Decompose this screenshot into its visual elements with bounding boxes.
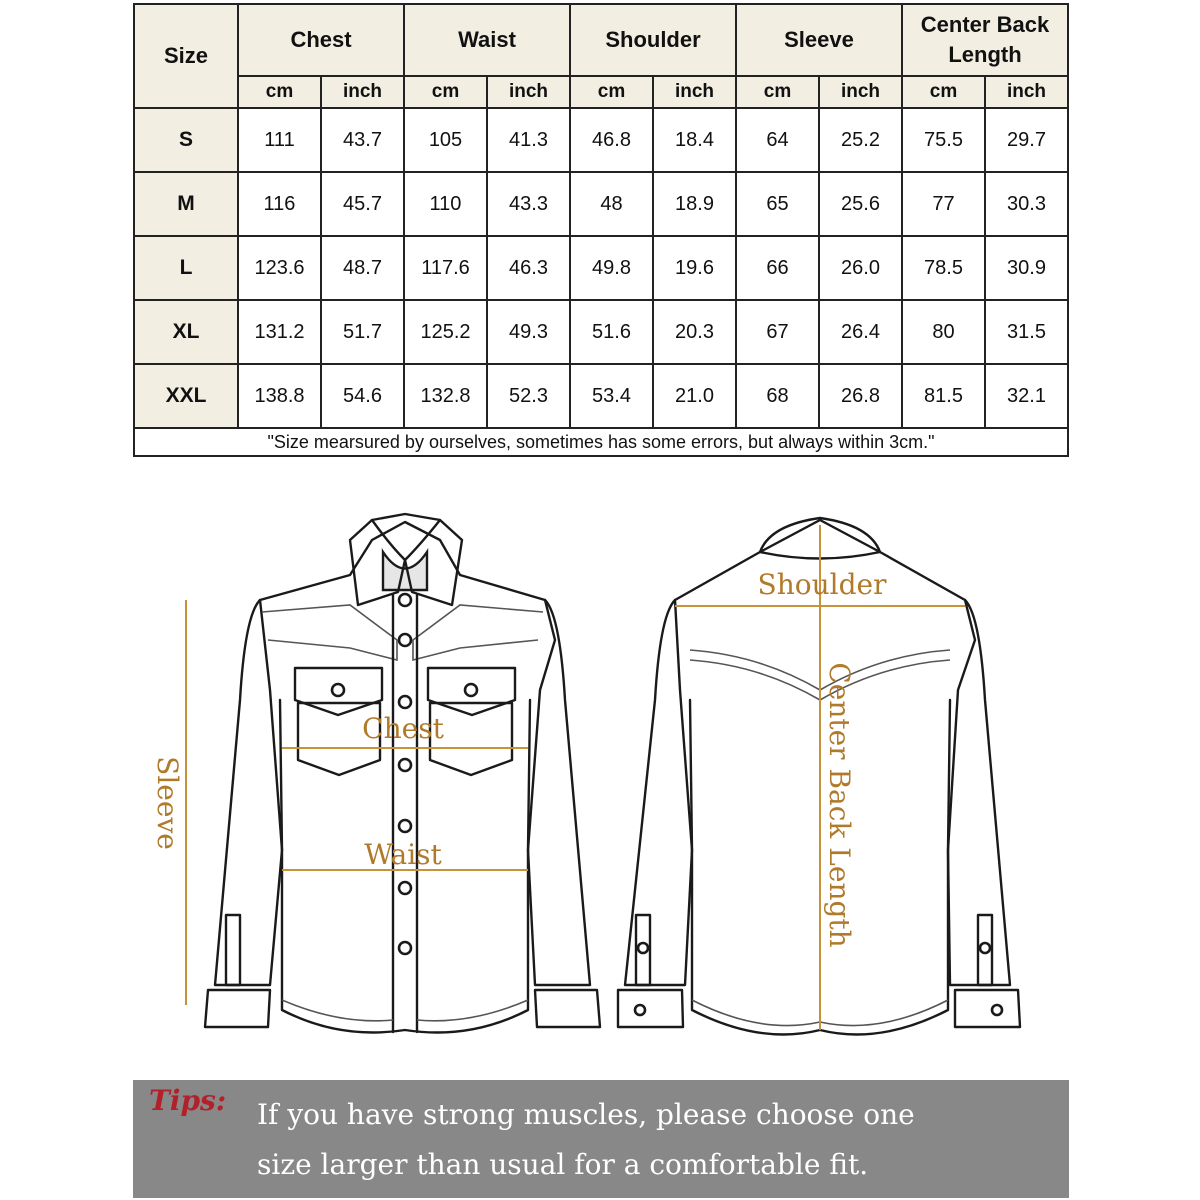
size-chart-table bbox=[133, 3, 1069, 457]
measurement-cell: 111 bbox=[238, 108, 321, 172]
measurement-cell: 51.6 bbox=[570, 300, 653, 364]
unit-header-inch: inch bbox=[487, 76, 570, 108]
measurement-cell: 68 bbox=[736, 364, 819, 428]
measurement-cell: 53.4 bbox=[570, 364, 653, 428]
measurement-cell: 138.8 bbox=[238, 364, 321, 428]
sleeve-label: Sleeve bbox=[151, 756, 184, 850]
unit-header-inch: inch bbox=[653, 76, 736, 108]
measurement-cell: 18.4 bbox=[653, 108, 736, 172]
size-row bbox=[134, 172, 1068, 236]
measurement-cell: 41.3 bbox=[487, 108, 570, 172]
tips-box bbox=[133, 1080, 1069, 1198]
measurement-cell: 51.7 bbox=[321, 300, 404, 364]
measurement-cell: 45.7 bbox=[321, 172, 404, 236]
chest-label: Chest bbox=[362, 712, 444, 745]
size-cell: XL bbox=[134, 300, 238, 364]
unit-header-cm: cm bbox=[238, 76, 321, 108]
measurement-cell: 80 bbox=[902, 300, 985, 364]
measurement-cell: 43.7 bbox=[321, 108, 404, 172]
waist-label: Waist bbox=[364, 838, 442, 871]
waist-header: Waist bbox=[404, 4, 570, 76]
measurement-cell: 116 bbox=[238, 172, 321, 236]
measurement-cell: 20.3 bbox=[653, 300, 736, 364]
measurement-cell: 25.6 bbox=[819, 172, 902, 236]
shirt-measurement-diagram bbox=[0, 470, 1200, 1070]
size-cell: M bbox=[134, 172, 238, 236]
measurement-cell: 30.3 bbox=[985, 172, 1068, 236]
measurement-cell: 48 bbox=[570, 172, 653, 236]
measurement-cell: 25.2 bbox=[819, 108, 902, 172]
size-header: Size bbox=[134, 4, 238, 108]
unit-header-cm: cm bbox=[404, 76, 487, 108]
unit-header-cm: cm bbox=[570, 76, 653, 108]
measurement-cell: 46.3 bbox=[487, 236, 570, 300]
measurement-cell: 78.5 bbox=[902, 236, 985, 300]
center-back-length-header bbox=[902, 4, 1068, 76]
shoulder-header: Shoulder bbox=[570, 4, 736, 76]
measurement-cell: 77 bbox=[902, 172, 985, 236]
measurement-cell: 125.2 bbox=[404, 300, 487, 364]
size-row bbox=[134, 108, 1068, 172]
measurement-cell: 75.5 bbox=[902, 108, 985, 172]
size-row bbox=[134, 236, 1068, 300]
measurement-cell: 18.9 bbox=[653, 172, 736, 236]
size-cell: S bbox=[134, 108, 238, 172]
measurement-cell: 43.3 bbox=[487, 172, 570, 236]
measurement-cell: 64 bbox=[736, 108, 819, 172]
size-row bbox=[134, 364, 1068, 428]
size-cell: L bbox=[134, 236, 238, 300]
measurement-cell: 105 bbox=[404, 108, 487, 172]
measurement-cell: 123.6 bbox=[238, 236, 321, 300]
unit-header-inch: inch bbox=[321, 76, 404, 108]
front-shirt bbox=[205, 514, 600, 1033]
size-row bbox=[134, 300, 1068, 364]
measurement-cell: 65 bbox=[736, 172, 819, 236]
measurement-cell: 48.7 bbox=[321, 236, 404, 300]
measurement-cell: 19.6 bbox=[653, 236, 736, 300]
measurement-cell: 49.8 bbox=[570, 236, 653, 300]
unit-header-cm: cm bbox=[902, 76, 985, 108]
measurement-cell: 52.3 bbox=[487, 364, 570, 428]
measurement-note: "Size mearsured by ourselves, sometimes has some errors, but always within 3cm." bbox=[134, 428, 1068, 456]
center-back-length-header-text: Center Back Length bbox=[920, 12, 1050, 67]
measurement-cell: 66 bbox=[736, 236, 819, 300]
measurement-cell: 32.1 bbox=[985, 364, 1068, 428]
size-cell: XXL bbox=[134, 364, 238, 428]
center-back-length-label: Center Back Length bbox=[823, 662, 856, 948]
measurement-cell: 67 bbox=[736, 300, 819, 364]
tips-label: Tips: bbox=[149, 1084, 227, 1117]
measurement-cell: 21.0 bbox=[653, 364, 736, 428]
measurement-cell: 117.6 bbox=[404, 236, 487, 300]
chest-header: Chest bbox=[238, 4, 404, 76]
measurement-cell: 81.5 bbox=[902, 364, 985, 428]
tips-line-2: size larger than usual for a comfortable fit. bbox=[257, 1148, 869, 1181]
unit-header-inch: inch bbox=[985, 76, 1068, 108]
measurement-cell: 46.8 bbox=[570, 108, 653, 172]
measurement-cell: 131.2 bbox=[238, 300, 321, 364]
measurement-cell: 26.4 bbox=[819, 300, 902, 364]
unit-header-cm: cm bbox=[736, 76, 819, 108]
measurement-cell: 31.5 bbox=[985, 300, 1068, 364]
measurement-cell: 49.3 bbox=[487, 300, 570, 364]
measurement-cell: 110 bbox=[404, 172, 487, 236]
sleeve-header: Sleeve bbox=[736, 4, 902, 76]
shoulder-label: Shoulder bbox=[757, 568, 887, 601]
unit-header-inch: inch bbox=[819, 76, 902, 108]
measurement-cell: 26.0 bbox=[819, 236, 902, 300]
measurement-cell: 26.8 bbox=[819, 364, 902, 428]
tips-line-1: If you have strong muscles, please choose one bbox=[257, 1098, 915, 1131]
measurement-cell: 132.8 bbox=[404, 364, 487, 428]
measurement-cell: 54.6 bbox=[321, 364, 404, 428]
measurement-cell: 29.7 bbox=[985, 108, 1068, 172]
measurement-cell: 30.9 bbox=[985, 236, 1068, 300]
